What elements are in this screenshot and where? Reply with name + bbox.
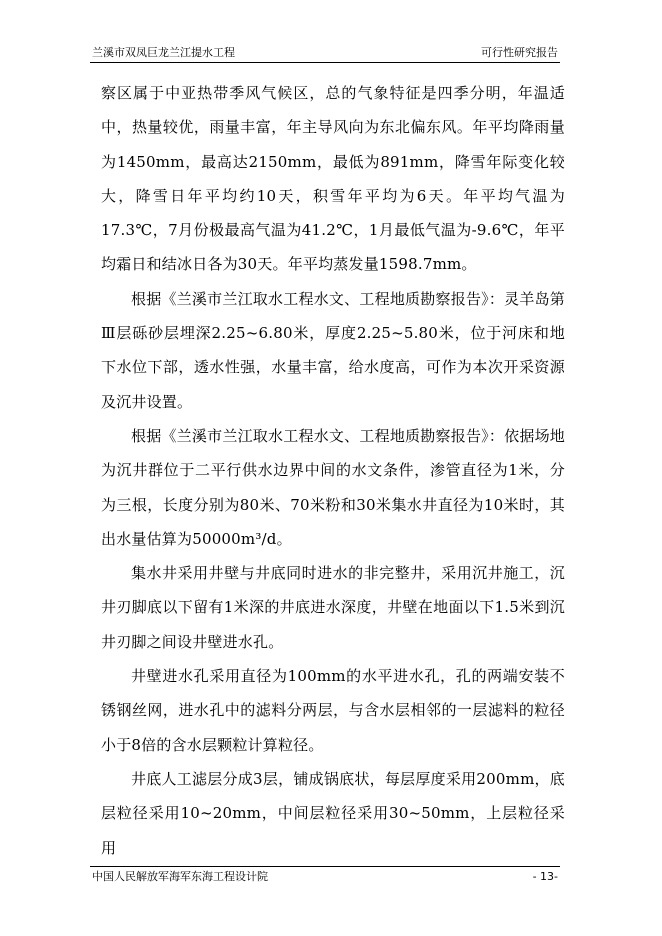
paragraph-climate: 察区属于中亚热带季风气候区，总的气象特征是四季分明，年温适中，热量较优，雨量丰富，年主导风向为东北偏东风。年平均降雨量为1450mm，最高达2150mm，最低为891mm，降雪年际变化较大，降雪日年平均约10天，积雪年平均为6天。年平均气温为17.3℃，7月份极最高气温为41.2℃，1月最低气温为-9.6℃，年平均霜日和结冰日各为30天。年平均蒸发量1598.7mm。	[101, 84, 565, 274]
header-project-title: 兰溪市双凤巨龙兰江提水工程	[92, 46, 235, 59]
paragraph-water-yield: 根据《兰溪市兰江取水工程水文、工程地质勘察报告》：依据场地为沉井群位于二平行供水边界中间的水文条件，渗管直径为1米，分为三根，长度分别为80米、70米粉和30米集水井直径为10米时，其出水量估算为50000m³/d。	[101, 426, 565, 548]
page-number: - 13-	[532, 870, 558, 883]
body-text	[101, 76, 565, 865]
page-header	[90, 44, 560, 63]
paragraph-collection-well: 集水井采用井壁与井底同时进水的非完整井，采用沉井施工，沉井刃脚底以下留有1米深的井底进水深度，井壁在地面以下1.5米到沉井刃脚之间设井壁进水孔。	[101, 564, 565, 651]
footer-organization: 中国人民解放军海军东海工程设计院	[92, 870, 268, 883]
paragraph-gravel-layer: 根据《兰溪市兰江取水工程水文、工程地质勘察报告》：灵羊岛第Ⅲ层砾砂层埋深2.25~6.80米，厚度2.25~5.80米，位于河床和地下水位下部，透水性强，水量丰富，给水度高，可作为本次开采资源及沉井设置。	[101, 289, 565, 411]
page-footer	[90, 866, 560, 885]
header-report-type: 可行性研究报告	[481, 46, 558, 59]
paragraph-inlet-holes: 井壁进水孔采用直径为100mm的水平进水孔，孔的两端安装不锈钢丝网，进水孔中的滤料分两层，与含水层相邻的一层滤料的粒径小于8倍的含水层颗粒计算粒径。	[101, 667, 565, 754]
paragraph-filter-layers: 井底人工滤层分成3层，铺成锅底状，每层厚度采用200mm，底层粒径采用10~20mm，中间层粒径采用30~50mm，上层粒径采用	[101, 769, 565, 857]
